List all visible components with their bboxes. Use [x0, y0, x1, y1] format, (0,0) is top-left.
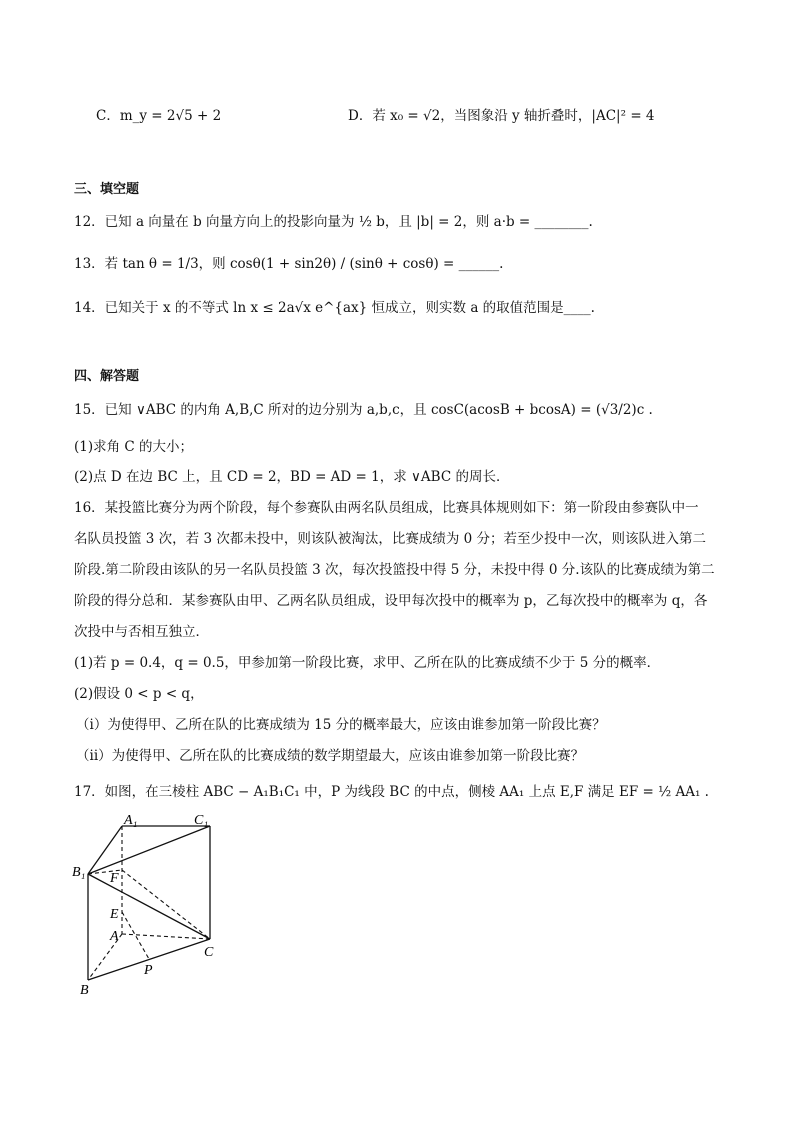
label-e: E — [110, 907, 119, 922]
question-16-line-1: 16．某投篮比赛分为两个阶段，每个参赛队由两名队员组成，比赛具体规则如下：第一阶段由参赛队中一 — [74, 500, 699, 516]
label-p: P — [144, 963, 153, 978]
question-16-part-1: (1)若 p = 0.4，q = 0.5，甲参加第一阶段比赛，求甲、乙所在队的比赛成绩不少于 5 分的概率． — [74, 655, 661, 671]
q11-option-c: C．m_y = 2√5 + 2 — [96, 108, 222, 124]
section-3-title: 三、填空题 — [74, 182, 140, 197]
question-16-line-5: 次投中与否相互独立． — [74, 624, 209, 640]
q11-option-d: D．若 x₀ = √2，当图象沿 y 轴折叠时，|AC|² = 4 — [348, 108, 655, 124]
edge-b1-c1 — [88, 826, 210, 874]
question-16-part-2: (2)假设 0 < p < q， — [74, 686, 204, 702]
edge-a-c — [122, 934, 210, 939]
question-14: 14．已知关于 x 的不等式 ln x ≤ 2a√x e^{ax} 恒成立，则实数 a 的取值范围是____. — [74, 300, 595, 316]
question-16-part-2i: （i）为使得甲、乙所在队的比赛成绩为 15 分的概率最大，应该由谁参加第一阶段比赛？ — [76, 717, 606, 733]
question-12: 12．已知 a 向量在 b 向量方向上的投影向量为 ½ b，且 |b| = 2，则 a·b = ________. — [74, 214, 593, 230]
edge-b1-c — [88, 874, 210, 939]
edge-f-c — [122, 870, 210, 939]
question-15-part-1: (1)求角 C 的大小； — [74, 439, 194, 455]
question-16-line-2: 名队员投篮 3 次，若 3 次都未投中，则该队被淘汰，比赛成绩为 0 分；若至少投中一次，则该队进入第二 — [74, 531, 707, 547]
label-a1: A₁ — [124, 813, 138, 828]
question-15-stem: 15．已知 ∨ABC 的内角 A,B,C 所对的边分别为 a,b,c，且 cosC(acosB + bcosA) = (√3/2)c . — [74, 402, 653, 418]
question-15-part-2: (2)点 D 在边 BC 上，且 CD = 2，BD = AD = 1，求 ∨ABC 的周长． — [74, 469, 510, 485]
question-16-line-4: 阶段的得分总和．某参赛队由甲、乙两名队员组成，设甲每次投中的概率为 p，乙每次投中的概率为 q，各 — [74, 593, 708, 609]
label-b: B — [80, 983, 89, 997]
label-b1: B₁ — [72, 865, 86, 880]
question-16-line-3: 阶段.第二阶段由该队的另一名队员投篮 3 次，每次投篮投中得 5 分，未投中得 0 分.该队的比赛成绩为第二 — [74, 562, 715, 578]
label-c1: C₁ — [194, 813, 209, 828]
question-16-part-2ii: （ii）为使得甲、乙所在队的比赛成绩的数学期望最大，应该由谁参加第一阶段比赛？ — [76, 748, 585, 764]
label-f: F — [110, 871, 119, 886]
triangular-prism-figure — [70, 812, 230, 997]
label-c: C — [204, 945, 214, 960]
label-a: A — [110, 929, 119, 944]
question-17: 17．如图，在三棱柱 ABC − A₁B₁C₁ 中，P 为线段 BC 的中点，侧棱 AA₁ 上点 E,F 满足 EF = ½ AA₁ . — [74, 784, 709, 800]
section-4-title: 四、解答题 — [74, 369, 140, 384]
question-13: 13．若 tan θ = 1/3，则 cosθ(1 + sin2θ) / (sinθ + cosθ) = ______. — [74, 256, 504, 272]
